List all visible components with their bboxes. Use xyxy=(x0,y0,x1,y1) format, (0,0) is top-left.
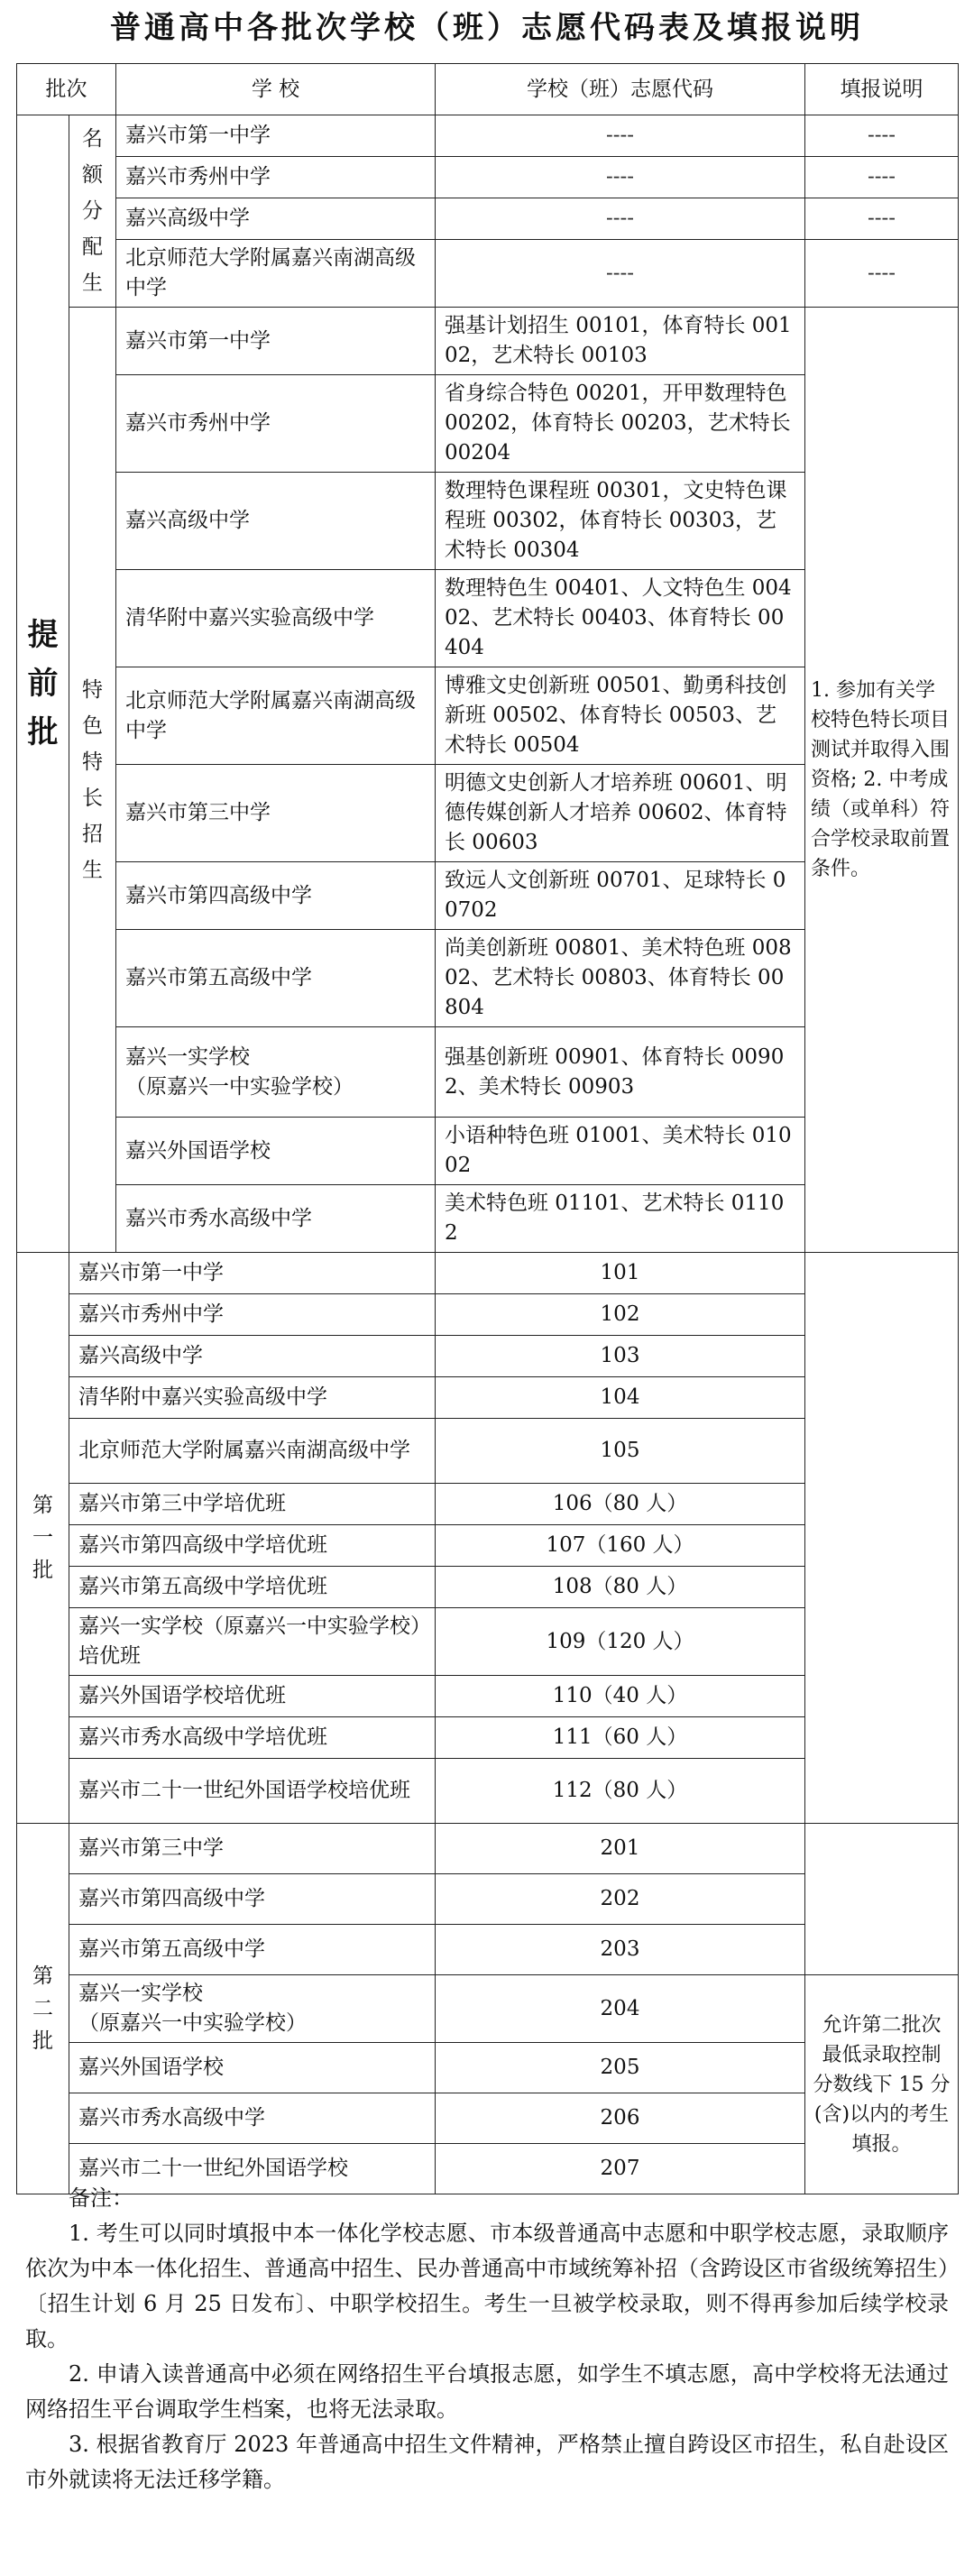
batch-label-char: 第 xyxy=(32,1494,53,1517)
table-row xyxy=(17,115,959,157)
table-row xyxy=(17,1824,959,1874)
code-cell: 107（160 人） xyxy=(436,1525,805,1567)
header-batch: 批次 xyxy=(17,64,116,115)
batch-label-char: 一 xyxy=(32,1526,53,1550)
school-cell: 嘉兴市第五高级中学培优班 xyxy=(69,1567,436,1608)
code-cell: 104 xyxy=(436,1377,805,1419)
school-cell: 清华附中嘉兴实验高级中学 xyxy=(69,1377,436,1419)
code-table xyxy=(16,63,959,2194)
header-code: 学校（班）志愿代码 xyxy=(436,64,805,115)
school-cell: 嘉兴市二十一世纪外国语学校 xyxy=(69,2144,436,2194)
code-cell: 强基创新班 00901、体育特长 00902、美术特长 00903 xyxy=(436,1027,805,1118)
header-note: 填报说明 xyxy=(805,64,959,115)
table-row xyxy=(17,240,959,308)
remark-item: 1. 考生可以同时填报中本一体化学校志愿、市本级普通高中志愿和中职学校志愿，录取顺序依次为中本一体化招生、普通高中招生、民办普通高中市域统筹补招（含跨设区市省级统筹招生）〔招生计划 6 月 25 日发布〕、中职学校招生。考生一旦被学校录取，则不得再参加后续学校录取。 xyxy=(25,2221,949,2351)
school-cell: 嘉兴市秀州中学 xyxy=(116,157,436,198)
page-title: 普通高中各批次学校（班）志愿代码表及填报说明 xyxy=(110,10,864,46)
table-row xyxy=(17,198,959,240)
code-placeholder: ---- xyxy=(436,157,805,198)
school-cell: 嘉兴市秀州中学 xyxy=(116,375,436,473)
school-cell: 北京师范大学附属嘉兴南湖高级中学 xyxy=(69,1419,436,1484)
school-cell: 嘉兴市第一中学 xyxy=(116,115,436,157)
table-row xyxy=(17,1975,959,2043)
code-cell: 111（60 人） xyxy=(436,1717,805,1759)
code-cell: 博雅文史创新班 00501、勤勇科技创新班 00502、体育特长 00503、艺术特长 00504 xyxy=(436,667,805,765)
school-cell: 嘉兴一实学校 （原嘉兴一中实验学校） xyxy=(116,1027,436,1118)
table-header-row xyxy=(17,64,959,115)
code-cell: 110（40 人） xyxy=(436,1676,805,1717)
code-cell: 强基计划招生 00101，体育特长 00102，艺术特长 00103 xyxy=(436,308,805,375)
first-batch-label xyxy=(17,1253,69,1824)
school-cell: 嘉兴高级中学 xyxy=(69,1336,436,1377)
school-cell: 嘉兴市第一中学 xyxy=(116,308,436,375)
school-cell: 嘉兴市第一中学 xyxy=(69,1253,436,1294)
batch-label-char: 长 xyxy=(82,786,103,810)
batch-label-char: 前 xyxy=(27,666,59,702)
code-cell: 数理特色生 00401、人文特色生 00402、艺术特长 00403、体育特长 00404 xyxy=(436,570,805,667)
remarks xyxy=(25,2181,949,2498)
batch-label-char: 招 xyxy=(82,822,103,846)
code-cell: 112（80 人） xyxy=(436,1759,805,1824)
remark-item: 3. 根据省教育厅 2023 年普通高中招生文件精神，严格禁止擅自跨设区市招生，私自赴设区市外就读将无法迁移学籍。 xyxy=(25,2432,949,2492)
batch-label-char: 第 xyxy=(32,1964,53,1988)
school-cell: 嘉兴市第三中学 xyxy=(116,765,436,862)
batch-label-char: 批 xyxy=(32,1559,53,1582)
school-cell: 嘉兴市秀水高级中学 xyxy=(69,2093,436,2144)
school-cell: 嘉兴市第五高级中学 xyxy=(69,1925,436,1975)
remarks-heading: 备注： xyxy=(69,2185,133,2211)
code-cell: 206 xyxy=(436,2093,805,2144)
code-cell: 108（80 人） xyxy=(436,1567,805,1608)
school-cell: 北京师范大学附属嘉兴南湖高级中学 xyxy=(116,240,436,308)
quota-label xyxy=(69,115,116,308)
batch-label-char: 提 xyxy=(27,617,59,653)
code-cell: 小语种特色班 01001、美术特长 01002 xyxy=(436,1118,805,1185)
school-cell: 清华附中嘉兴实验高级中学 xyxy=(116,570,436,667)
school-cell: 嘉兴市第三中学 xyxy=(69,1824,436,1874)
school-cell: 嘉兴一实学校 （原嘉兴一中实验学校） xyxy=(69,1975,436,2043)
batch-label-char: 配 xyxy=(82,235,103,259)
code-cell: 106（80 人） xyxy=(436,1484,805,1525)
table-row xyxy=(17,1253,959,1294)
school-cell: 嘉兴市秀水高级中学 xyxy=(116,1185,436,1253)
second-batch-note: 允许第二批次最低录取控制分数线下 15 分(含)以内的考生填报。 xyxy=(805,1975,959,2194)
code-cell: 205 xyxy=(436,2043,805,2093)
code-cell: 109（120 人） xyxy=(436,1608,805,1676)
batch-label-char: 特 xyxy=(82,677,103,702)
code-placeholder: ---- xyxy=(436,198,805,240)
code-cell: 201 xyxy=(436,1824,805,1874)
school-cell: 嘉兴市第五高级中学 xyxy=(116,930,436,1027)
early-batch-label xyxy=(17,115,69,1253)
batch-label-char: 二 xyxy=(32,1997,53,2020)
batch-label-char: 色 xyxy=(82,713,103,738)
note-placeholder: ---- xyxy=(805,157,959,198)
school-cell: 嘉兴市第三中学培优班 xyxy=(69,1484,436,1525)
school-cell: 嘉兴外国语学校培优班 xyxy=(69,1676,436,1717)
remark-item: 2. 申请入读普通高中必须在网络招生平台填报志愿，如学生不填志愿，高中学校将无法通过网络招生平台调取学生档案，也将无法录取。 xyxy=(25,2361,949,2422)
school-cell: 嘉兴市秀水高级中学培优班 xyxy=(69,1717,436,1759)
special-note: 1. 参加有关学校特色特长项目测试并取得入围资格; 2. 中考成绩（或单科）符合学校录取前置条件。 xyxy=(805,308,959,1253)
code-cell: 207 xyxy=(436,2144,805,2194)
code-cell: 102 xyxy=(436,1294,805,1336)
school-cell: 嘉兴高级中学 xyxy=(116,473,436,570)
code-cell: 数理特色课程班 00301，文史特色课程班 00302，体育特长 00303，艺术特长 00304 xyxy=(436,473,805,570)
batch-label-char: 批 xyxy=(32,2029,53,2053)
code-cell: 103 xyxy=(436,1336,805,1377)
school-cell: 嘉兴外国语学校 xyxy=(69,2043,436,2093)
school-cell: 嘉兴市第四高级中学培优班 xyxy=(69,1525,436,1567)
note-placeholder: ---- xyxy=(805,198,959,240)
code-cell: 101 xyxy=(436,1253,805,1294)
first-batch-note xyxy=(805,1253,959,1824)
school-cell: 嘉兴市秀州中学 xyxy=(69,1294,436,1336)
school-cell: 嘉兴市二十一世纪外国语学校培优班 xyxy=(69,1759,436,1824)
special-label xyxy=(69,308,116,1253)
code-placeholder: ---- xyxy=(436,240,805,308)
batch-label-char: 特 xyxy=(82,750,103,774)
header-school: 学 校 xyxy=(116,64,436,115)
batch-label-char: 名 xyxy=(82,127,103,151)
school-cell: 北京师范大学附属嘉兴南湖高级中学 xyxy=(116,667,436,765)
code-cell: 省身综合特色 00201，开甲数理特色 00202，体育特长 00203，艺术特长 00204 xyxy=(436,375,805,473)
note-placeholder: ---- xyxy=(805,240,959,308)
table-body xyxy=(17,115,959,2194)
batch-label-char: 生 xyxy=(82,858,103,882)
code-cell: 美术特色班 01101、艺术特长 01102 xyxy=(436,1185,805,1253)
school-cell: 嘉兴一实学校（原嘉兴一中实验学校）培优班 xyxy=(69,1608,436,1676)
school-cell: 嘉兴外国语学校 xyxy=(116,1118,436,1185)
school-cell: 嘉兴市第四高级中学 xyxy=(116,862,436,930)
code-cell: 202 xyxy=(436,1874,805,1925)
code-cell: 尚美创新班 00801、美术特色班 00802、艺术特长 00803、体育特长 00804 xyxy=(436,930,805,1027)
code-cell: 明德文史创新人才培养班 00601、明德传媒创新人才培养 00602、体育特长 00603 xyxy=(436,765,805,862)
second-batch-note-empty xyxy=(805,1824,959,1975)
batch-label-char: 额 xyxy=(82,163,103,187)
code-table-wrapper xyxy=(16,63,958,2194)
second-batch-label xyxy=(17,1824,69,2194)
note-placeholder: ---- xyxy=(805,115,959,157)
school-cell: 嘉兴市第四高级中学 xyxy=(69,1874,436,1925)
batch-label-char: 分 xyxy=(82,199,103,223)
code-placeholder: ---- xyxy=(436,115,805,157)
code-cell: 105 xyxy=(436,1419,805,1484)
table-row xyxy=(17,308,959,375)
table-row xyxy=(17,157,959,198)
code-cell: 203 xyxy=(436,1925,805,1975)
code-cell: 204 xyxy=(436,1975,805,2043)
batch-label-char: 批 xyxy=(27,714,59,750)
batch-label-char: 生 xyxy=(82,271,103,295)
school-cell: 嘉兴高级中学 xyxy=(116,198,436,240)
code-cell: 致远人文创新班 00701、足球特长 00702 xyxy=(436,862,805,930)
